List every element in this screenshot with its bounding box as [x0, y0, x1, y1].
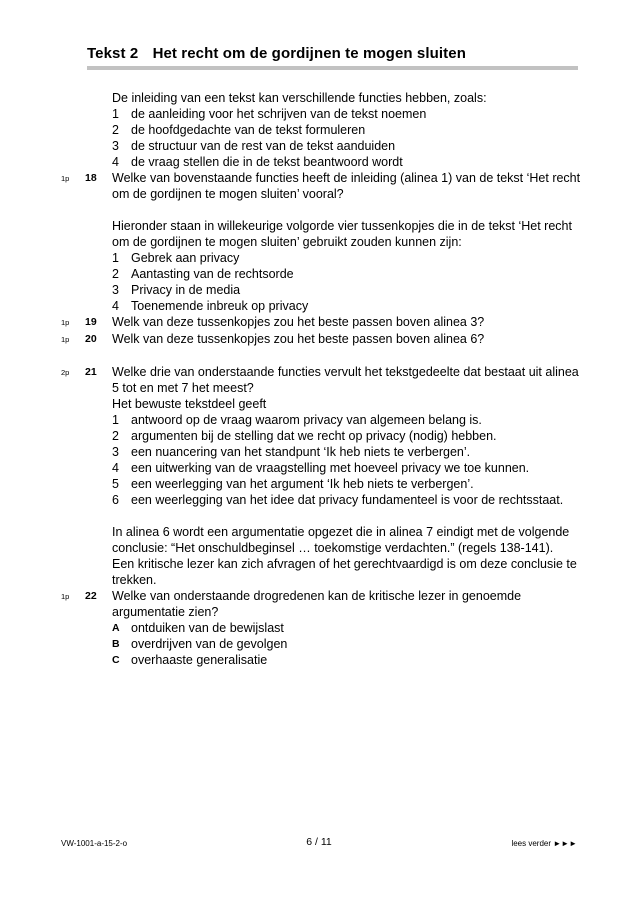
text-number: Tekst 2: [87, 45, 139, 62]
answer-option: B overdrijven van de gevolgen: [112, 637, 288, 651]
question-number: 20: [85, 333, 97, 345]
question-text: Welke drie van onderstaande functies vervult het tekstgedeelte dat bestaat uit alinea 5 tot en met 7 het meest?: [112, 365, 579, 395]
headings-intro: Hieronder staan in willekeurige volgorde vier tussenkopjes die in de tekst ‘Het recht om de gordijnen te mogen sluiten’ gebruikt zouden kunnen zijn:: [112, 219, 572, 249]
question-text: Welke van bovenstaande functies heeft de inleiding (alinea 1) van de tekst ‘Het recht om de gordijnen te mogen sluiten’ vooral?: [112, 171, 581, 201]
question-number: 21: [85, 366, 97, 378]
list-item: 3 Privacy in de media: [112, 283, 241, 297]
intro-text: De inleiding van een tekst kan verschillende functies hebben, zoals:: [112, 91, 487, 105]
question-22: [61, 588, 581, 668]
title-divider: [87, 66, 578, 70]
list-item: 2 argumenten bij de stelling dat we recht op privacy (nodig) hebben.: [112, 429, 497, 443]
list-item: 2 de hoofdgedachte van de tekst formuleren: [112, 123, 366, 137]
list-item: 3 de structuur van de rest van de tekst aanduiden: [112, 139, 396, 153]
list-item: 1 antwoord op de vraag waarom privacy van algemeen belang is.: [112, 413, 482, 427]
question-text: Welk van deze tussenkopjes zou het beste passen boven alinea 3?: [112, 315, 485, 329]
question-number: 18: [85, 172, 97, 184]
question-19: [61, 314, 581, 331]
question-21: [61, 364, 581, 508]
page-number: 6 / 11: [306, 836, 332, 848]
question-20: [61, 331, 581, 348]
question-text: Welke van onderstaande drogredenen kan de kritische lezer in genoemde argumentatie zien?: [112, 589, 522, 619]
answer-option: C overhaaste generalisatie: [112, 653, 268, 667]
headings-paragraph: [61, 218, 581, 314]
question-number: 19: [85, 316, 97, 328]
list-item: 2 Aantasting van de rechtsorde: [112, 267, 294, 281]
page-footer: [61, 836, 577, 850]
paragraph-text: In alinea 6 wordt een argumentatie opgezet die in alinea 7 eindigt met de volgende conclusie: “Het onschuldbeginsel … toekomstige verdachten.” (regels 138-141).: [112, 525, 570, 555]
continue-note: lees verder ►►►: [511, 839, 577, 848]
intro-paragraph: [61, 90, 581, 170]
answer-option: A ontduiken van de bewijslast: [112, 621, 284, 635]
question-points: 2p: [61, 368, 70, 377]
list-item: 4 een uitwerking van de vraagstelling met hoeveel privacy we toe kunnen.: [112, 461, 530, 475]
list-item: 1 Gebrek aan privacy: [112, 251, 240, 265]
questions-content: [61, 90, 581, 668]
question-text: Welk van deze tussenkopjes zou het beste passen boven alinea 6?: [112, 332, 485, 346]
list-item: 4 Toenemende inbreuk op privacy: [112, 299, 309, 313]
question-18: [61, 170, 581, 202]
list-item: 5 een weerlegging van het argument ‘Ik heb niets te verbergen’.: [112, 477, 474, 491]
list-item: 3 een nuancering van het standpunt ‘Ik heb niets te verbergen’.: [112, 445, 471, 459]
section-title: [87, 45, 466, 62]
question-lead: Het bewuste tekstdeel geeft: [112, 397, 267, 411]
question-points: 1p: [61, 318, 70, 327]
text-title: Het recht om de gordijnen te mogen sluiten: [152, 45, 466, 62]
paragraph-text: Een kritische lezer kan zich afvragen of het gerechtvaardigd is om deze conclusie te trekken.: [112, 557, 577, 587]
list-item: 1 de aanleiding voor het schrijven van de tekst noemen: [112, 107, 427, 121]
list-item: 6 een weerlegging van het idee dat privacy fundamenteel is voor de rechtsstaat.: [112, 493, 564, 507]
exam-code: VW-1001-a-15-2-o: [61, 839, 128, 848]
list-item: 4 de vraag stellen die in de tekst beantwoord wordt: [112, 155, 403, 169]
argumentation-paragraph: [61, 524, 581, 588]
question-points: 1p: [61, 592, 70, 601]
question-number: 22: [85, 590, 97, 602]
question-points: 1p: [61, 335, 70, 344]
question-points: 1p: [61, 174, 70, 183]
